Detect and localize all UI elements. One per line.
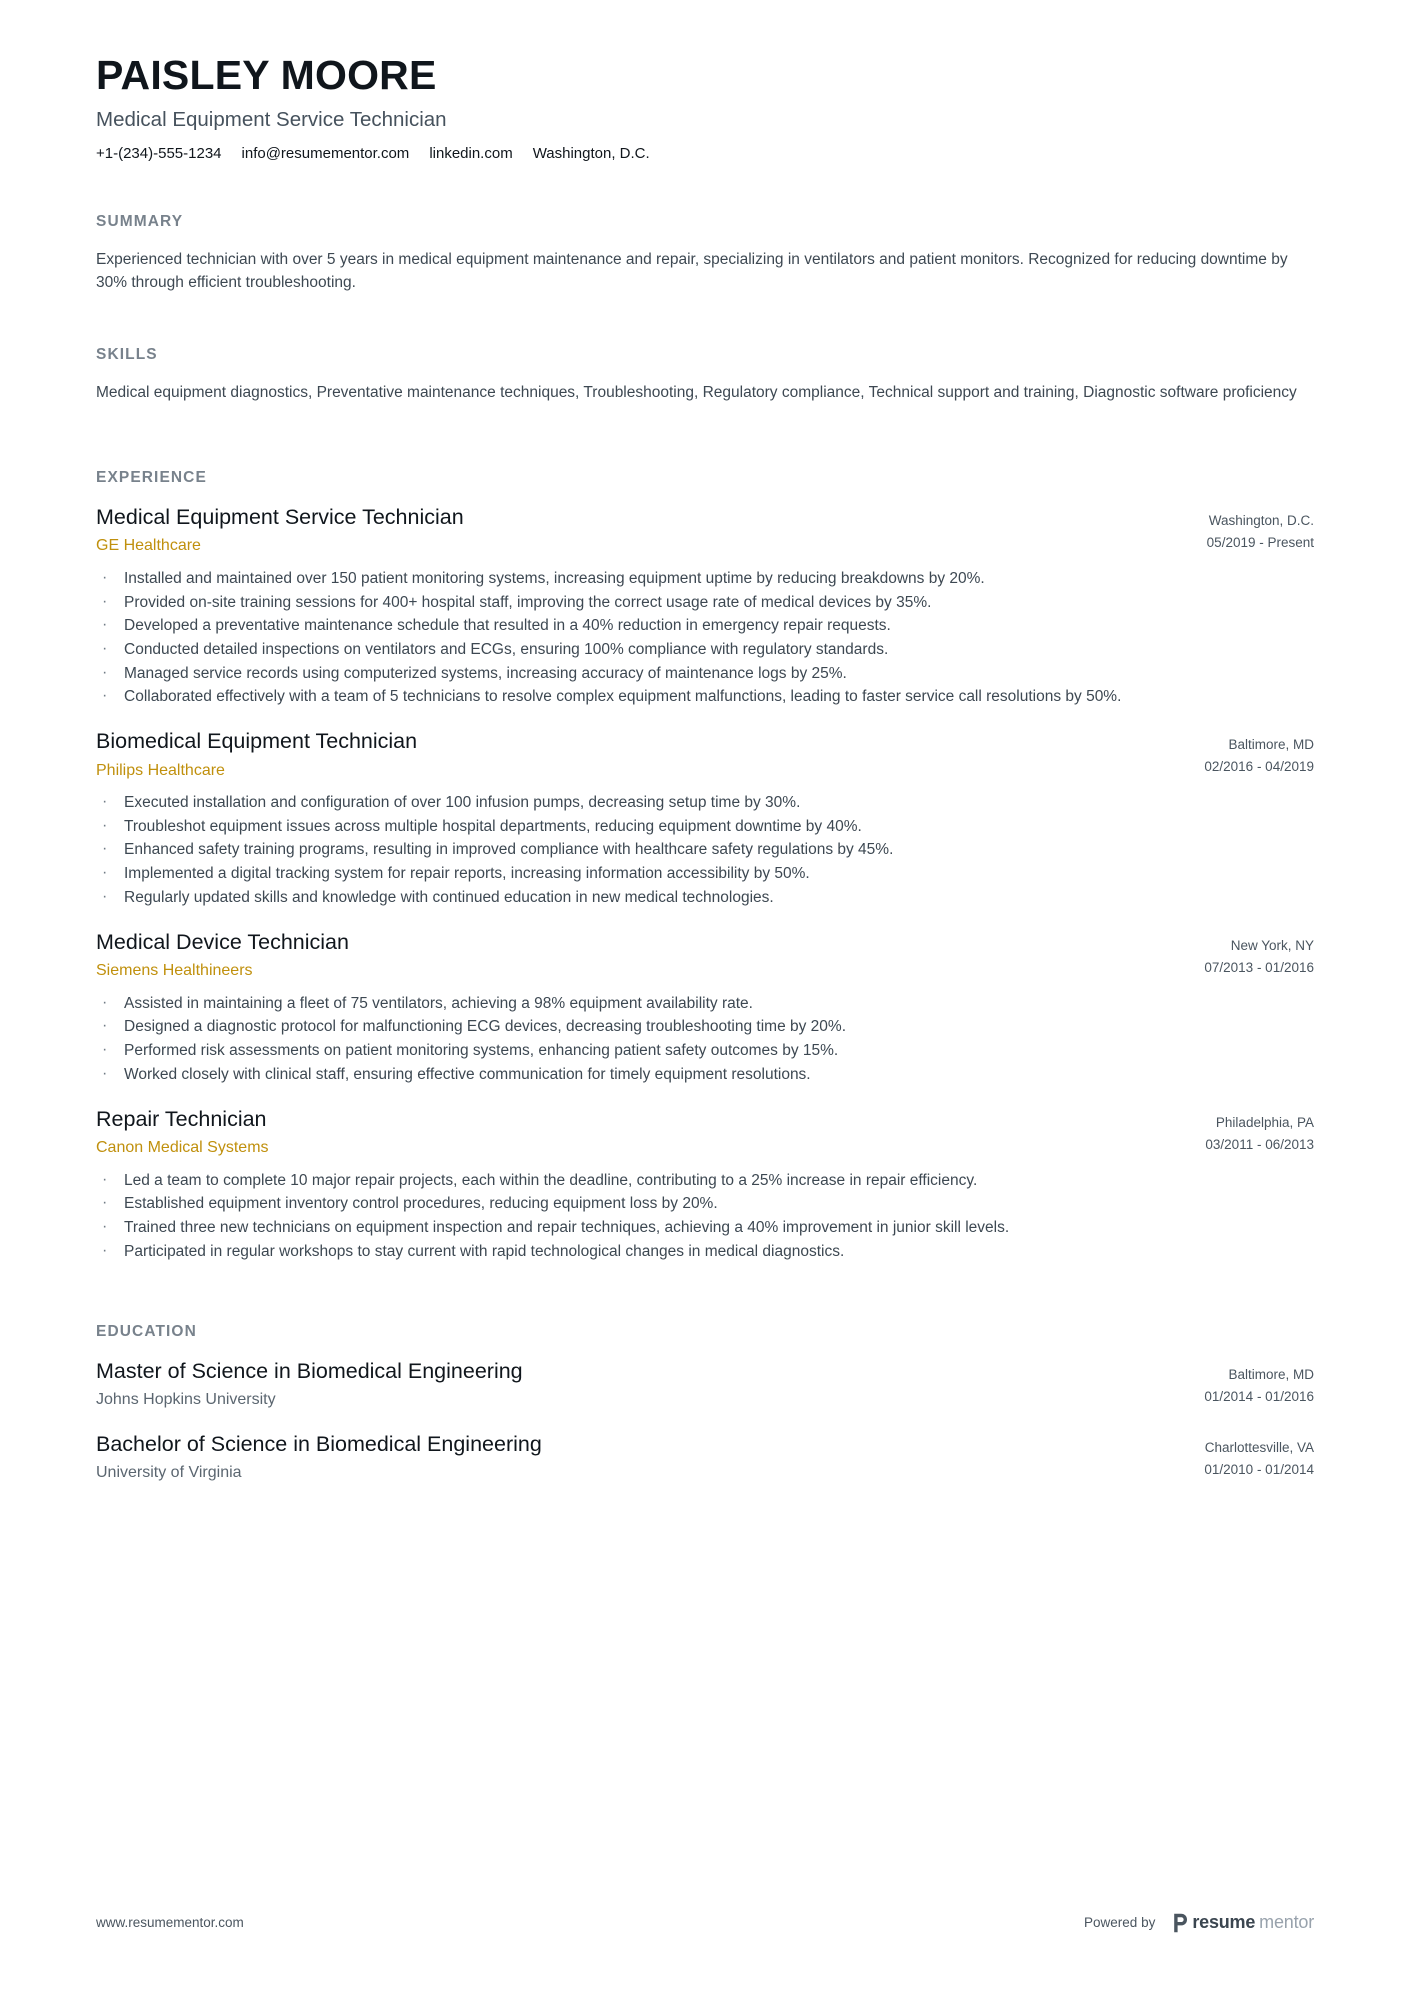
job-bullet: · Worked closely with clinical staff, ensuring effective communication for timely equipment resolutions. <box>96 1064 1311 1086</box>
job-bullet: · Regularly updated skills and knowledge with continued education in new medical technologies. <box>96 887 1311 909</box>
job-bullet: · Provided on-site training sessions for 400+ hospital staff, improving the correct usage rate of medical devices by 35%. <box>96 592 1311 614</box>
job-bullet: · Collaborated effectively with a team of 5 technicians to resolve complex equipment malfunctions, leading to faster service call resolutions by 50%. <box>96 686 1311 708</box>
job-dates: 02/2016 - 04/2019 <box>1204 759 1314 775</box>
school-dates: 01/2014 - 01/2016 <box>1204 1388 1314 1404</box>
education-entry-left <box>96 1431 1204 1484</box>
experience-entry-head <box>96 728 1314 781</box>
job-bullets <box>96 568 1314 708</box>
job-bullet: · Trained three new technicians on equipment inspection and repair techniques, achieving a 40% improvement in junior skill levels. <box>96 1217 1311 1239</box>
experience-entry-right <box>1204 728 1314 778</box>
job-bullet: · Managed service records using computerized systems, increasing accuracy of maintenance logs by 25%. <box>96 663 1311 685</box>
contact-phone: +1-(234)-555-1234 <box>96 144 222 162</box>
section-summary <box>96 213 1314 294</box>
candidate-headline: Medical Equipment Service Technician <box>96 108 447 132</box>
job-bullets <box>96 1170 1314 1263</box>
job-title: Repair Technician <box>96 1106 267 1131</box>
section-title-education: EDUCATION <box>96 1322 197 1340</box>
school-dates: 01/2010 - 01/2014 <box>1204 1461 1314 1477</box>
job-bullet: · Established equipment inventory control procedures, reducing equipment loss by 20%. <box>96 1193 1311 1215</box>
job-location: Philadelphia, PA <box>1215 1114 1314 1130</box>
job-bullet: · Developed a preventative maintenance schedule that resulted in a 40% reduction in emergency repair requests. <box>96 615 1311 637</box>
school-name: University of Virginia <box>96 1463 242 1481</box>
experience-entry-head <box>96 1106 1314 1159</box>
resumementor-mark-icon <box>1173 1913 1188 1933</box>
job-bullet: · Implemented a digital tracking system for repair reports, increasing information accessibility by 50%. <box>96 863 1311 885</box>
experience-entry <box>96 1106 1314 1263</box>
resume-header <box>96 52 1314 163</box>
degree-title: Bachelor of Science in Biomedical Engineering <box>96 1431 542 1456</box>
job-title: Medical Equipment Service Technician <box>96 505 464 530</box>
job-bullet: · Conducted detailed inspections on ventilators and ECGs, ensuring 100% compliance with regulatory standards. <box>96 639 1311 661</box>
section-title-skills: SKILLS <box>96 346 158 364</box>
experience-entry <box>96 728 1314 909</box>
job-location: Baltimore, MD <box>1228 737 1314 753</box>
experience-entry-right <box>1204 929 1314 979</box>
education-entry-right <box>1204 1358 1314 1408</box>
experience-entry-left <box>96 504 1207 557</box>
section-experience <box>96 469 1314 1263</box>
job-dates: 07/2013 - 01/2016 <box>1204 959 1314 975</box>
section-title-summary: SUMMARY <box>96 213 184 231</box>
experience-entry <box>96 504 1314 708</box>
job-location: Washington, D.C. <box>1208 513 1314 529</box>
job-title: Medical Device Technician <box>96 929 349 954</box>
job-dates: 03/2011 - 06/2013 <box>1205 1136 1314 1152</box>
job-location: New York, NY <box>1230 937 1314 953</box>
job-title: Biomedical Equipment Technician <box>96 729 418 754</box>
candidate-name: PAISLEY MOORE <box>96 52 437 98</box>
job-bullets <box>96 792 1314 909</box>
job-bullets <box>96 993 1314 1086</box>
skills-text: Medical equipment diagnostics, Preventative maintenance techniques, Troubleshooting, Regulatory compliance, Technical support and training, Diagnostic software proficiency <box>96 384 1297 402</box>
brand-text-bold: resume <box>1192 1912 1256 1932</box>
experience-entry <box>96 929 1314 1086</box>
company-name: Philips Healthcare <box>96 761 225 779</box>
powered-by-label: Powered by <box>1084 1915 1156 1930</box>
job-bullet: · Designed a diagnostic protocol for malfunctioning ECG devices, decreasing troubleshooting time by 20%. <box>96 1016 1311 1038</box>
contact-linkedin[interactable]: linkedin.com <box>429 144 513 162</box>
job-bullet: · Executed installation and configuration of over 100 infusion pumps, decreasing setup time by 30%. <box>96 792 1311 814</box>
footer-url[interactable]: www.resumementor.com <box>96 1915 244 1930</box>
job-bullet: · Enhanced safety training programs, resulting in improved compliance with healthcare safety regulations by 45%. <box>96 839 1311 861</box>
job-bullet: · Troubleshot equipment issues across multiple hospital departments, reducing equipment downtime by 40%. <box>96 816 1311 838</box>
experience-entry-right <box>1205 1106 1314 1156</box>
experience-entry-left <box>96 1106 1205 1159</box>
job-bullet: · Led a team to complete 10 major repair projects, each within the deadline, contributing to a 25% increase in repair efficiency. <box>96 1170 1311 1192</box>
section-title-experience: EXPERIENCE <box>96 469 207 487</box>
school-location: Charlottesville, VA <box>1204 1439 1314 1455</box>
experience-entry-right <box>1207 504 1314 554</box>
education-entry <box>96 1431 1314 1484</box>
contact-location: Washington, D.C. <box>532 144 650 162</box>
school-name: Johns Hopkins University <box>96 1391 276 1409</box>
resumementor-logo[interactable] <box>1173 1912 1314 1933</box>
experience-entry-left <box>96 929 1204 982</box>
education-entry-head <box>96 1431 1314 1484</box>
education-entry <box>96 1358 1314 1411</box>
contact-row <box>96 144 1314 164</box>
education-entry-left <box>96 1358 1204 1411</box>
contact-email[interactable]: info@resumementor.com <box>241 144 410 162</box>
brand-text-light: mentor <box>1259 1912 1314 1932</box>
experience-entry-left <box>96 728 1204 781</box>
degree-title: Master of Science in Biomedical Engineering <box>96 1358 523 1383</box>
experience-entry-head <box>96 504 1314 557</box>
summary-text: Experienced technician with over 5 years in medical equipment maintenance and repair, specializing in ventilators and patient monitors. Recognized for reducing downtime by 30% through efficient troubleshooting. <box>96 251 1288 291</box>
section-skills <box>96 346 1314 405</box>
company-name: Siemens Healthineers <box>96 962 253 980</box>
company-name: GE Healthcare <box>96 537 201 555</box>
experience-entry-head <box>96 929 1314 982</box>
job-dates: 05/2019 - Present <box>1206 534 1314 550</box>
education-entry-head <box>96 1358 1314 1411</box>
job-bullet: · Performed risk assessments on patient monitoring systems, enhancing patient safety outcomes by 15%. <box>96 1040 1311 1062</box>
page-footer <box>96 1912 1314 1933</box>
job-bullet: · Assisted in maintaining a fleet of 75 ventilators, achieving a 98% equipment availability rate. <box>96 993 1311 1015</box>
job-bullet: · Participated in regular workshops to stay current with rapid technological changes in medical diagnostics. <box>96 1241 1311 1263</box>
education-entry-right <box>1204 1431 1314 1481</box>
section-education <box>96 1323 1314 1484</box>
job-bullet: · Installed and maintained over 150 patient monitoring systems, increasing equipment uptime by reducing breakdowns by 20%. <box>96 568 1311 590</box>
footer-branding <box>1084 1912 1314 1933</box>
school-location: Baltimore, MD <box>1228 1366 1314 1382</box>
company-name: Canon Medical Systems <box>96 1139 269 1157</box>
